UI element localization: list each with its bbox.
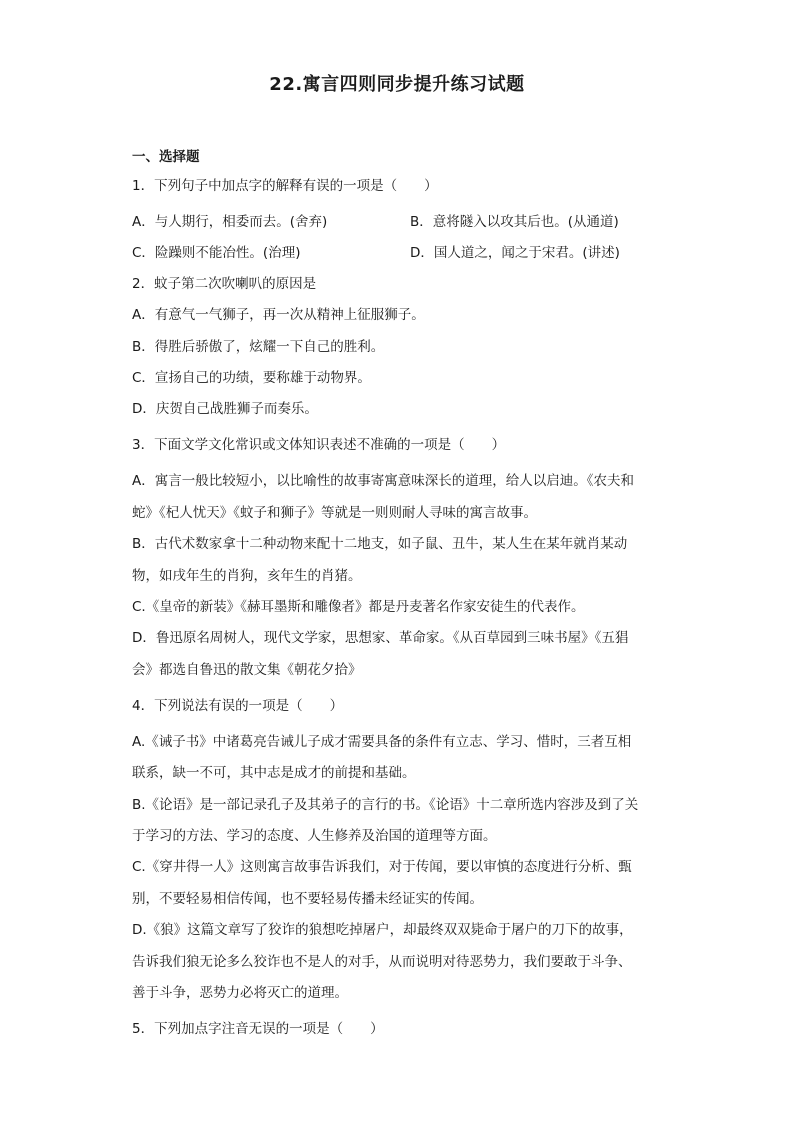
question-1: 1．下列句子中加点字的解释有误的一项是（ ） xyxy=(132,178,438,194)
q1-option-a: A．与人期行，相委而去。(舍弃) xyxy=(132,214,328,230)
q3-option-d-line-2: 会》都选自鲁迅的散文集《朝花夕拾》 xyxy=(132,662,362,678)
q3-option-a-line-1: A．寓言一般比较短小，以比喻性的故事寄寓意味深长的道理，给人以启迪。《农夫和 xyxy=(132,473,634,489)
q1-option-b: B．意将隧入以攻其后也。(从通道) xyxy=(410,214,619,230)
q3-option-a-line-2: 蛇》《杞人忧天》《蚊子和狮子》等就是一则则耐人寻味的寓言故事。 xyxy=(132,505,537,521)
q3-option-b-line-1: B．古代术数家拿十二种动物来配十二地支，如子鼠、丑牛，某人生在某年就肖某动 xyxy=(132,536,628,552)
q4-option-b-line-1: B.《论语》是一部记录孔子及其弟子的言行的书。《论语》十二章所选内容涉及到了关 xyxy=(132,797,639,813)
q1-option-c: C．险躁则不能冶性。(治理) xyxy=(132,245,301,261)
q4-option-c-line-2: 别，不要轻易相信传闻，也不要轻易传播未经证实的传闻。 xyxy=(132,891,483,907)
q3-option-c: C.《皇帝的新装》《赫耳墨斯和雕像者》都是丹麦著名作家安徒生的代表作。 xyxy=(132,599,585,615)
q2-option-b: B．得胜后骄傲了，炫耀一下自己的胜利。 xyxy=(132,339,385,355)
q2-option-c: C．宣扬自己的功绩，要称雄于动物界。 xyxy=(132,370,371,386)
q4-option-d-line-2: 告诉我们狼无论多么狡诈也不是人的对手，从而说明对待恶势力，我们要敢于斗争、 xyxy=(132,954,632,970)
question-4: 4．下列说法有误的一项是（ ） xyxy=(132,698,344,714)
q2-option-d: D．庆贺自己战胜狮子而奏乐。 xyxy=(132,401,318,417)
q3-option-d-line-1: D．鲁迅原名周树人，现代文学家，思想家、革命家。《从百草园到三味书屋》《五猖 xyxy=(132,630,629,646)
q3-option-b-line-2: 物，如戌年生的肖狗，亥年生的肖猪。 xyxy=(132,568,362,584)
q4-option-b-line-2: 于学习的方法、学习的态度、人生修养及治国的道理等方面。 xyxy=(132,828,497,844)
question-3: 3．下面文学文化常识或文体知识表述不准确的一项是（ ） xyxy=(132,437,506,453)
q4-option-a-line-1: A.《诫子书》中诸葛亮告诫儿子成才需要具备的条件有立志、学习、惜时，三者互相 xyxy=(132,734,632,750)
q4-option-c-line-1: C.《穿井得一人》这则寓言故事告诉我们，对于传闻，要以审慎的态度进行分析、甄 xyxy=(132,859,632,875)
q4-option-a-line-2: 联系，缺一不可，其中志是成才的前提和基础。 xyxy=(132,765,416,781)
page-title: 22.寓言四则同步提升练习试题 xyxy=(269,74,525,95)
question-2: 2．蚊子第二次吹喇叭的原因是 xyxy=(132,276,317,292)
q2-option-a: A．有意气一气狮子，再一次从精神上征服狮子。 xyxy=(132,307,425,323)
q1-option-d: D．国人道之，闻之于宋君。(讲述) xyxy=(410,245,620,261)
q4-option-d-line-1: D.《狼》这篇文章写了狡诈的狼想吃掉屠户，却最终双双毙命于屠户的刀下的故事， xyxy=(132,922,633,938)
q4-option-d-line-3: 善于斗争，恶势力必将灭亡的道理。 xyxy=(132,985,348,1001)
question-5: 5．下列加点字注音无误的一项是（ ） xyxy=(132,1021,384,1037)
section-heading: 一、选择题 xyxy=(132,149,200,165)
